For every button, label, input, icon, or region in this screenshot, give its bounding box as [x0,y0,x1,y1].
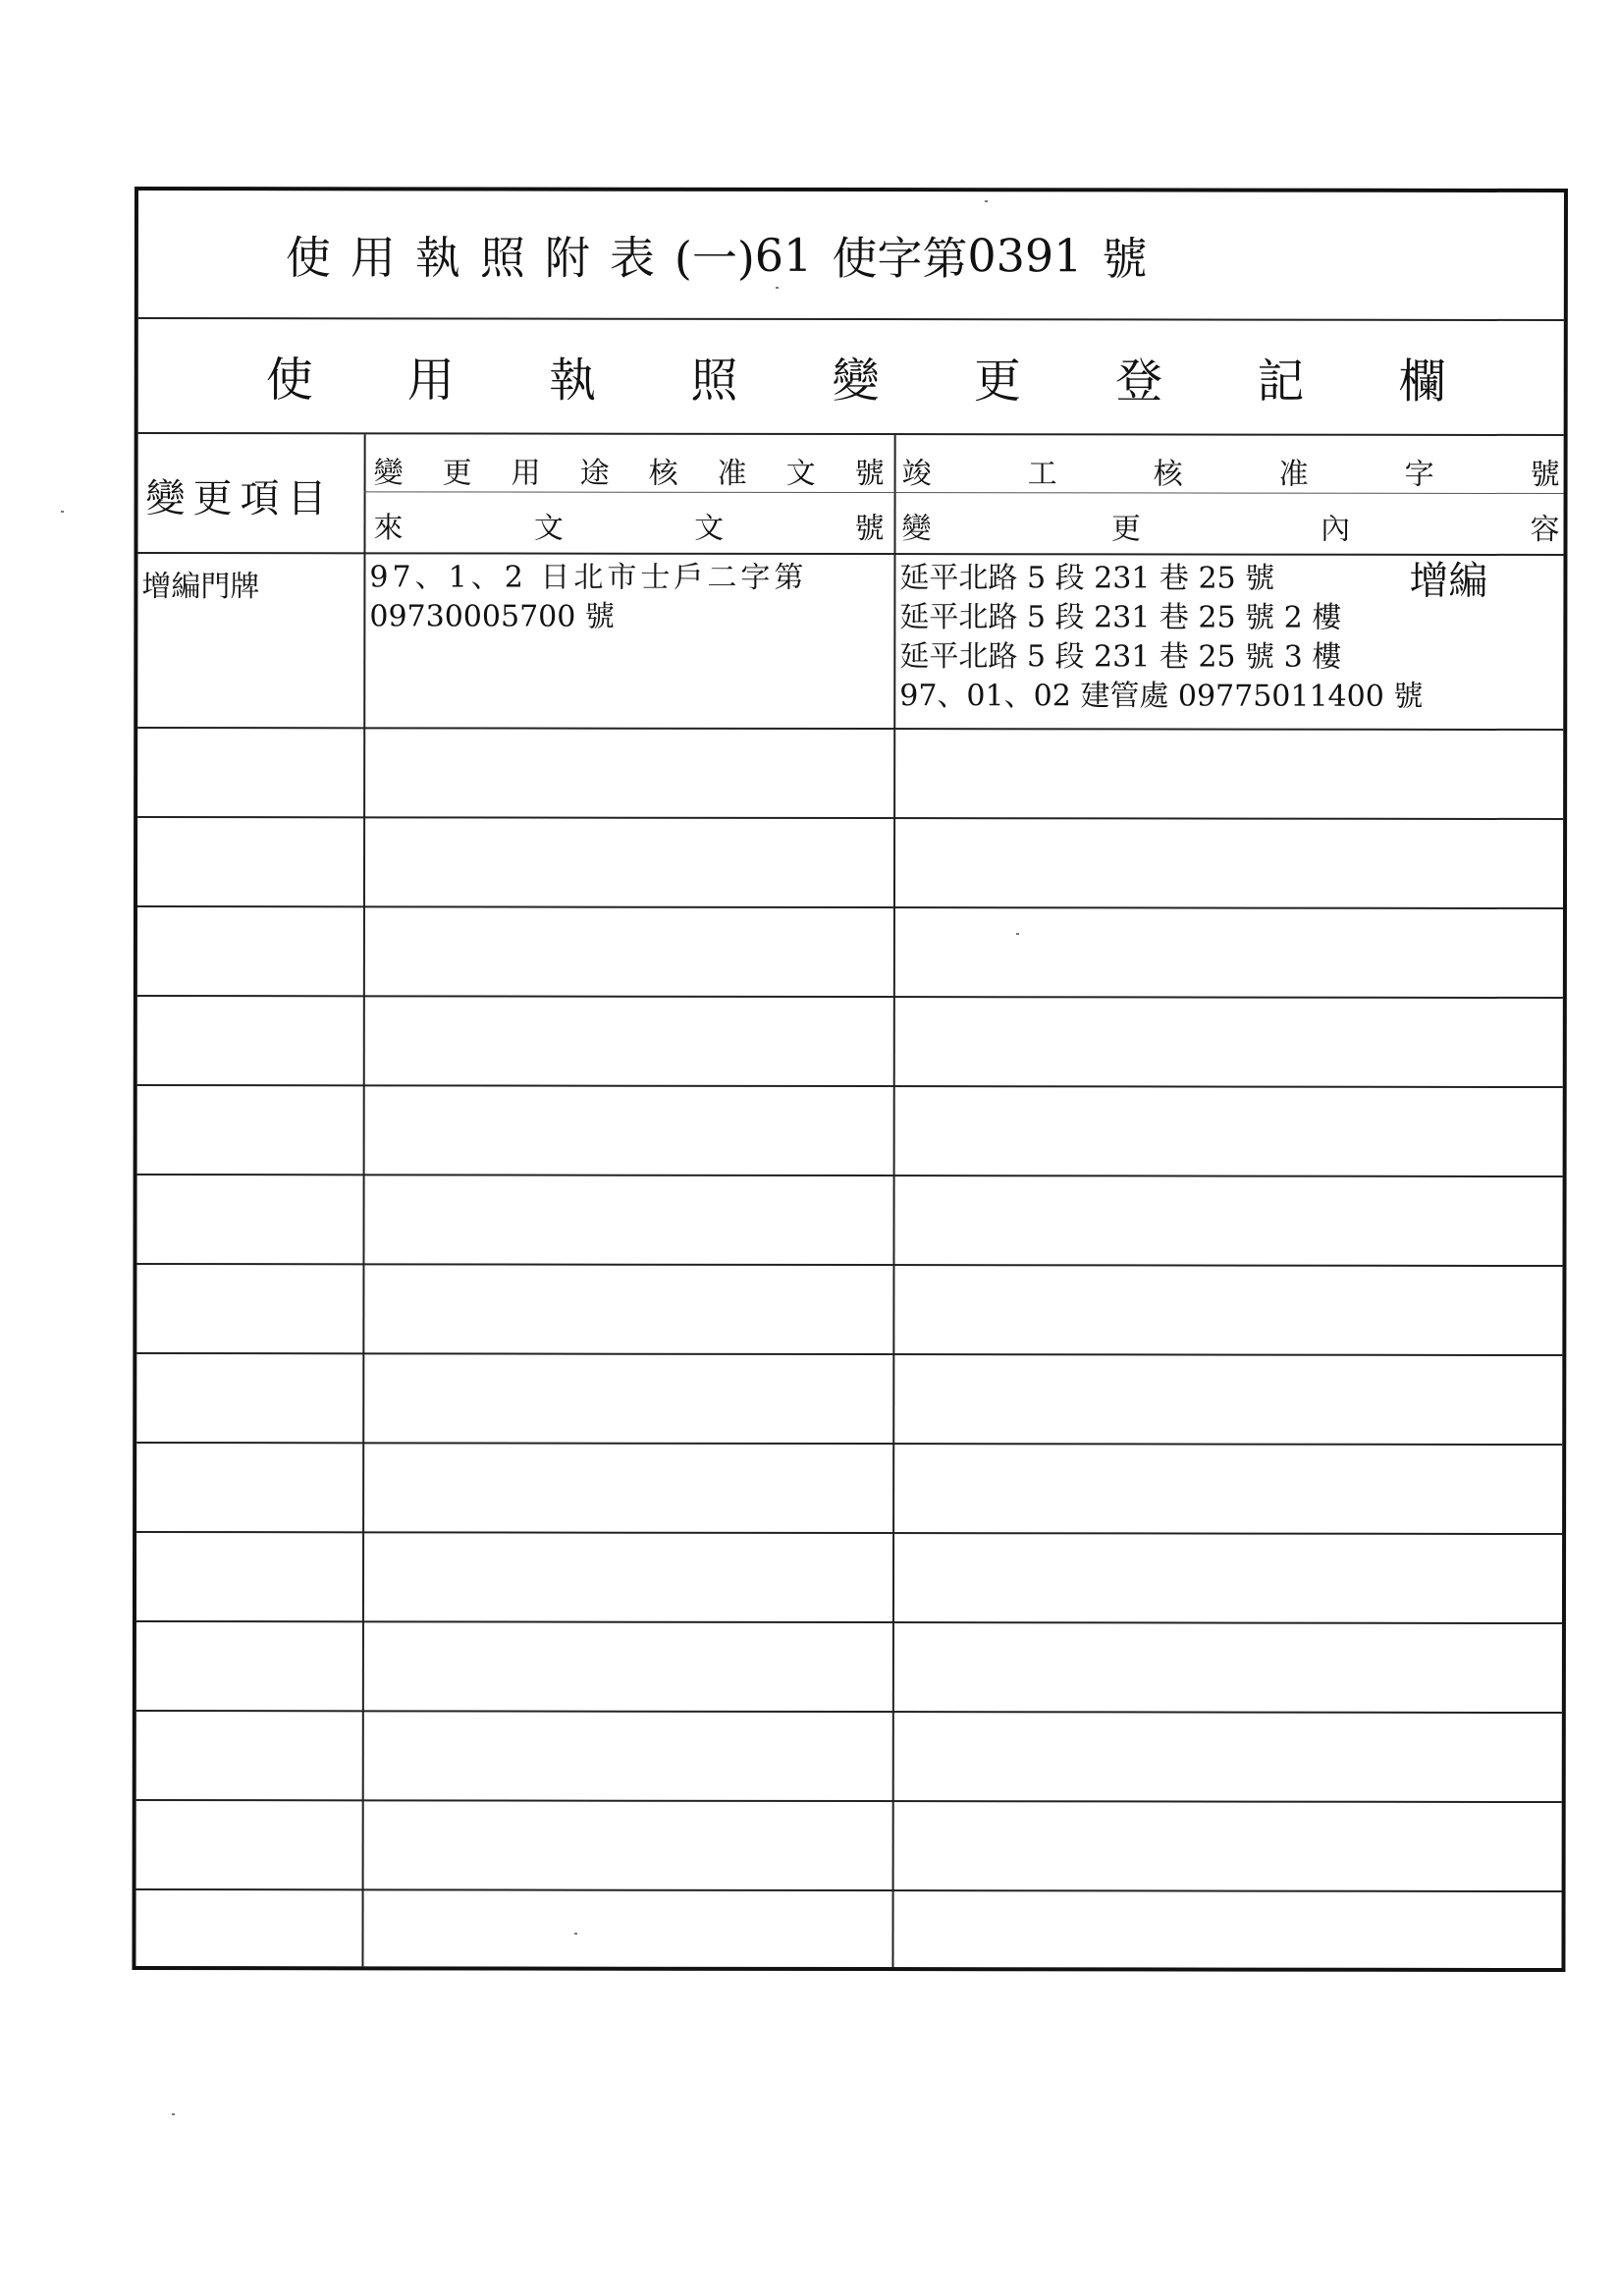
row-divider [137,995,1563,999]
title-part: (一) [674,231,755,285]
subtitle-char: 執 [549,353,597,409]
header-usage-approval [374,448,885,492]
row-divider [137,816,1563,820]
header-char: 工 [1027,457,1057,492]
scan-speck [61,511,64,513]
entry-incoming-doc-line: 97、1、2 日北市士戶二字第 [369,560,808,595]
header-char: 竣 [901,457,932,492]
entry-content-line: 延平北路 5 段 231 巷 25 號 2 樓 [899,600,1342,635]
header-char: 准 [717,456,747,491]
header-incoming-doc [373,503,884,547]
header-char: 更 [1110,512,1141,547]
entry-content-line: 延平北路 5 段 231 巷 25 號 3 樓 [899,639,1342,675]
header-char: 容 [1530,512,1560,548]
header-char: 用 [511,456,541,491]
entry-incoming-doc-line: 09730005700 號 [369,599,615,634]
header-char: 變 [901,512,932,547]
header-char: 文 [694,511,725,546]
entry-content-line: 延平北路 5 段 231 巷 25 號 [899,561,1275,596]
title-char: 用 [350,230,396,284]
row-divider [136,1352,1562,1356]
header-char: 號 [1530,457,1560,493]
row-divider [137,905,1563,909]
row-divider [137,727,1563,731]
header-bottom-rule [137,552,1563,556]
license-change-form [132,187,1568,1972]
scan-speck [776,287,779,289]
subtitle-char: 記 [1257,354,1305,410]
header-char: 內 [1321,512,1351,547]
title-char: 照 [479,230,525,285]
form-title [138,191,1564,321]
subtitle-char: 照 [690,353,738,409]
header-char: 文 [785,456,816,491]
header-char: 核 [1153,457,1183,492]
row-divider [136,1442,1562,1446]
scan-speck [1016,933,1019,935]
row-divider [137,1084,1563,1088]
scan-speck [574,1933,577,1935]
title-char: 執 [414,230,460,284]
subtitle-char: 登 [1115,354,1163,410]
row-divider [136,1710,1562,1714]
row-divider [136,1531,1562,1535]
scan-speck [172,2113,175,2115]
header-change-item: 變更項目 [145,476,335,522]
subtitle-char: 欄 [1398,354,1446,410]
header-char: 字 [1404,457,1434,492]
subtitle-char: 使 [265,353,313,409]
header-char: 更 [442,456,472,491]
row-divider [136,1620,1562,1624]
row-divider [137,1174,1563,1177]
handwritten-note: 增編 [1409,558,1488,604]
header-change-content [901,504,1559,548]
title-char: 附 [544,231,590,285]
title-char: 表 [609,231,655,285]
subtitle-char: 變 [832,353,880,410]
entry-content-line: 97、01、02 建管處 09775011400 號 [899,679,1424,714]
form-subtitle [138,319,1564,436]
header-char: 來 [373,511,404,546]
title-suffix: 號 [1102,231,1148,285]
subtitle-char: 用 [406,353,456,409]
title-char: 使 [285,230,331,284]
entry-item: 增編門牌 [141,570,260,605]
header-char: 途 [579,456,610,491]
title-number: 0391 [967,228,1083,282]
column-divider [891,435,895,1967]
header-completion-approval [902,449,1560,493]
header-char: 核 [648,456,678,491]
column-divider [361,434,365,1966]
header-char: 文 [533,511,564,546]
header-char: 號 [854,457,885,492]
header-char: 准 [1278,457,1309,492]
header-char: 號 [854,512,885,547]
title-year: 61 [754,228,813,282]
scan-speck [985,200,988,202]
title-word: 使字第 [832,231,968,285]
row-divider [136,1263,1562,1267]
row-divider [136,1888,1562,1892]
subtitle-char: 更 [973,354,1021,410]
header-char: 變 [373,456,404,491]
row-divider [136,1799,1562,1803]
